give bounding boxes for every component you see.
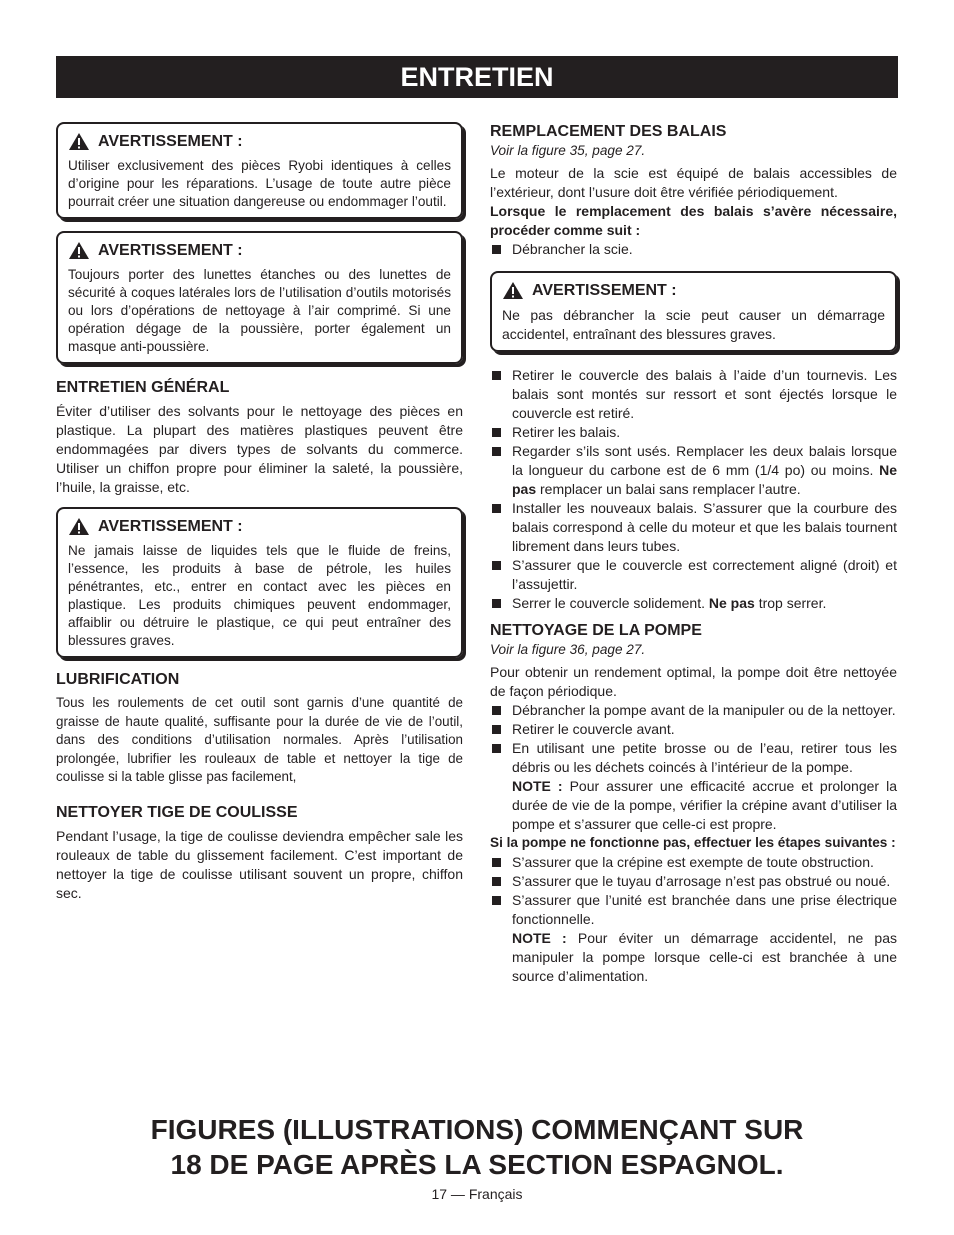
warning-box — [56, 507, 463, 658]
warning-box — [56, 231, 463, 364]
section-heading: LUBRIFICATION — [56, 671, 180, 688]
list-item: Regarder s’ils sont usés. Remplacer les deux balais lorsque la longueur du carbone est de 6 mm (1/4 po) ou moins. Ne pas remplacer un balai sans remplacer l’autre. — [490, 442, 897, 499]
page-footer: 17 — Français — [431, 1186, 523, 1202]
figure-reference: Voir la figure 36, page 27. — [490, 642, 646, 657]
figure-reference: Voir la figure 35, page 27. — [490, 143, 646, 158]
list-item: Débrancher la pompe avant de la manipuler ou de la nettoyer. — [490, 701, 897, 720]
warning-box — [490, 271, 897, 352]
section-text: Tous les roulements de cet outil sont garnis d’une quantité de graisse de haute qualité, suffisante pour la durée de vie de l’outil, dans des conditions d’utilisation normales. Après l’utilisation prolongée, lubrifier les rouleaux de table et nettoyer la tige de coulisse si la table glisse pas facilement, — [56, 695, 463, 784]
warning-text: Ne jamais laisse de liquides tels que le fluide de freins, l’essence, les produits à base de pétrole, les huiles pénétrantes, etc., entrer en contact avec les pièces en plastique. Les produits chimiques peuvent endommager, affaiblir ou détruire le plastique, ce qui peut entraîner des blessures graves. — [68, 543, 451, 648]
section-text: Pendant l’usage, la tige de coulisse deviendra empêcher sale les rouleaux de table du glissement facilement. C’est important de nettoyer la tige de coulisse utilisant souvent un propre, chiffon sec. — [56, 827, 463, 901]
section-text: Pour obtenir un rendement optimal, la pompe doit être nettoyée de façon périodique. — [490, 664, 897, 699]
list-item: En utilisant une petite brosse ou de l’eau, retirer tous les débris ou les déchets coincés à l’intérieur de la pompe. — [490, 739, 897, 777]
left-column — [56, 122, 463, 903]
warning-box — [56, 122, 463, 219]
warning-text: Utiliser exclusivement des pièces Ryobi identiques à celles d’origine pour les réparations. L’usage de toute autre pièce pourrait créer une situation dangereuse ou endommager l’outil. — [68, 158, 451, 209]
section-heading: NETTOYAGE DE LA POMPE — [490, 622, 702, 639]
list-item: Installer les nouveaux balais. S’assurer que la courbure des balais correspond à celle du moteur et que les balais tournent librement dans leurs tubes. — [490, 499, 897, 556]
note: NOTE : Pour assurer une efficacité accrue et prolonger la durée de vie de la pompe, vérifier la crépine avant d’utiliser la pompe et s’assurer que celle-ci est propre. — [512, 778, 897, 832]
section-bold-text: Lorsque le remplacement des balais s’avère nécessaire, procéder comme suit : — [490, 203, 897, 238]
warning-heading: AVERTISSEMENT : — [98, 241, 243, 259]
figures-notice: FIGURES (ILLUSTRATIONS) COMMENÇANT SUR 18 DE PAGE APRÈS LA SECTION ESPAGNOL. — [150, 1114, 804, 1180]
section-text: Le moteur de la scie est équipé de balais accessibles de l’extérieur, dont l’usure doit être vérifiée périodiquement. — [490, 165, 897, 200]
page-title: ENTRETIEN — [56, 56, 898, 98]
warning-icon — [68, 241, 90, 260]
list-item: S’assurer que la crépine est exempte de toute obstruction. — [490, 853, 897, 872]
list-item: Retirer le couvercle avant. — [490, 720, 897, 739]
note: NOTE : Pour éviter un démarrage accidentel, ne pas manipuler la pompe lorsque celle-ci est branchée à une source d’alimentation. — [512, 929, 898, 984]
section-bold-text: Si la pompe ne fonctionne pas, effectuer les étapes suivantes : — [490, 835, 896, 850]
section-heading: ENTRETIEN GÉNÉRAL — [56, 379, 230, 396]
warning-text: Toujours porter des lunettes étanches ou des lunettes de sécurité à coques latérales lors de l’utilisation d’outils motorisés ou lors d’opérations de nettoyage à l’air comprimé. Si une opération dégage de la poussière, porter également un masque anti-poussière. — [68, 267, 451, 354]
warning-text: Ne pas débrancher la scie peut causer un démarrage accidentel, entraînant des blessures graves. — [502, 307, 885, 342]
list-item: S’assurer que le tuyau d’arrosage n’est pas obstrué ou noué. — [490, 872, 897, 891]
section-text: Éviter d’utiliser des solvants pour le nettoyage des pièces en plastique. La plupart des matières plastiques peuvent être endommagées par divers types de solvants du commerce. Utiliser un chiffon propre pour éliminer la saleté, la poussière, l’huile, la graisse, etc. — [56, 403, 463, 495]
list-item: Serrer le couvercle solidement. Ne pas trop serrer. — [490, 594, 897, 613]
warning-heading: AVERTISSEMENT : — [532, 281, 677, 299]
section-heading: NETTOYER TIGE DE COULISSE — [56, 803, 298, 821]
list-item: Débrancher la scie. — [490, 240, 897, 259]
list-item: S’assurer que l’unité est branchée dans une prise électrique fonctionnelle. — [490, 891, 897, 929]
warning-icon — [68, 517, 90, 536]
right-column — [490, 122, 897, 986]
warning-heading: AVERTISSEMENT : — [98, 517, 243, 535]
list-item: S’assurer que le couvercle est correctement aligné (droit) et l’assujettir. — [490, 556, 897, 594]
list-item: Retirer le couvercle des balais à l’aide d’un tournevis. Les balais sont montés sur ressort et sont éjectés lorsque le couvercle est retiré. — [490, 366, 897, 423]
warning-heading: AVERTISSEMENT : — [98, 132, 243, 150]
section-heading: REMPLACEMENT DES BALAIS — [490, 123, 727, 140]
warning-icon — [502, 281, 524, 300]
list-item: Retirer les balais. — [490, 423, 897, 442]
warning-icon — [68, 132, 90, 151]
